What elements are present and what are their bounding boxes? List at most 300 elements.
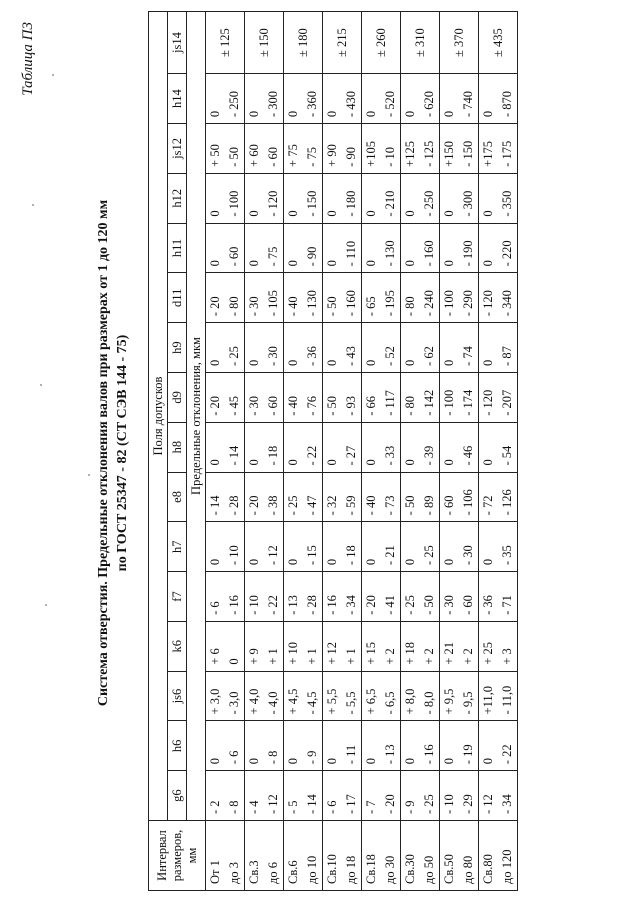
- upper-deviation: - 60: [442, 495, 456, 516]
- lower-deviation: - 125: [422, 140, 436, 167]
- deviation-cell: [206, 273, 245, 323]
- lower-deviation: - 180: [344, 190, 358, 217]
- upper-deviation: 0: [442, 757, 456, 765]
- upper-deviation: + 6,5: [364, 688, 378, 715]
- upper-deviation: 0: [325, 110, 339, 118]
- lower-deviation: - 73: [383, 495, 397, 516]
- deviation-cell: [362, 173, 401, 223]
- deviation-cell: [401, 323, 440, 373]
- deviation-cell: [245, 124, 284, 174]
- upper-deviation: - 72: [481, 495, 495, 516]
- js14-cell: ± 125: [206, 12, 245, 74]
- lower-deviation: - 430: [344, 91, 358, 118]
- deviation-cell: [479, 372, 518, 422]
- interval-to: до 30: [383, 855, 397, 884]
- upper-deviation: + 10: [286, 641, 300, 665]
- upper-deviation: - 20: [208, 296, 222, 317]
- upper-deviation: 0: [325, 757, 339, 765]
- upper-deviation: 0: [325, 558, 339, 566]
- upper-deviation: + 21: [442, 641, 456, 665]
- upper-deviation: + 6: [208, 648, 222, 665]
- lower-deviation: - 80: [227, 296, 241, 317]
- deviation-cell: [401, 273, 440, 323]
- lower-deviation: - 105: [266, 290, 280, 317]
- deviation-cell: [362, 721, 401, 771]
- upper-deviation: - 10: [442, 794, 456, 814]
- lower-deviation: - 5,5: [344, 691, 358, 715]
- upper-deviation: + 5,5: [325, 688, 339, 715]
- lower-deviation: - 210: [383, 190, 397, 217]
- lower-deviation: - 220: [500, 240, 514, 267]
- deviation-cell: [206, 621, 245, 671]
- deviation-cell: [401, 771, 440, 821]
- deviation-cell: [440, 223, 479, 273]
- deviation-cell: [323, 472, 362, 522]
- column-header-h12: h12: [168, 173, 187, 223]
- lower-deviation: - 14: [227, 445, 241, 466]
- lower-deviation: - 43: [344, 346, 358, 366]
- size-interval-cell: [245, 821, 284, 891]
- upper-deviation: - 9: [403, 800, 417, 814]
- upper-deviation: 0: [403, 757, 417, 765]
- upper-deviation: 0: [286, 558, 300, 566]
- deviation-cell: [401, 472, 440, 522]
- deviation-cell: [206, 372, 245, 422]
- deviation-cell: [440, 124, 479, 174]
- upper-deviation: 0: [208, 558, 222, 566]
- upper-deviation: 0: [364, 210, 378, 217]
- deviation-cell: [440, 572, 479, 622]
- deviation-cell: [284, 671, 323, 721]
- lower-deviation: - 12: [266, 794, 280, 814]
- lower-deviation: - 41: [383, 595, 397, 615]
- column-header-h8: h8: [168, 422, 187, 472]
- upper-deviation: 0: [208, 359, 222, 366]
- deviation-cell: [206, 323, 245, 373]
- deviation-cell: [323, 372, 362, 422]
- lower-deviation: - 13: [383, 744, 397, 765]
- lower-deviation: - 106: [461, 489, 475, 516]
- lower-deviation: - 22: [500, 744, 514, 765]
- deviation-cell: [479, 422, 518, 472]
- deviation-cell: [206, 572, 245, 622]
- lower-deviation: - 175: [500, 140, 514, 167]
- lower-deviation: - 130: [383, 240, 397, 267]
- js14-cell: ± 260: [362, 12, 401, 74]
- lower-deviation: - 89: [422, 495, 436, 516]
- scan-speck: [88, 474, 90, 476]
- lower-deviation: - 28: [227, 495, 241, 516]
- upper-deviation: +125: [403, 141, 417, 167]
- lower-deviation: + 1: [344, 648, 358, 665]
- deviation-cell: [479, 124, 518, 174]
- lower-deviation: - 18: [266, 445, 280, 466]
- deviation-cell: [479, 472, 518, 522]
- size-interval-cell: [362, 821, 401, 891]
- upper-deviation: + 12: [325, 641, 339, 665]
- interval-to: до 120: [500, 849, 514, 884]
- deviation-cell: [323, 173, 362, 223]
- deviation-cell: [362, 372, 401, 422]
- column-header-js14: js14: [168, 12, 187, 74]
- deviation-cell: [206, 522, 245, 572]
- upper-deviation: - 25: [403, 595, 417, 615]
- deviation-cell: [284, 621, 323, 671]
- lower-deviation: - 90: [305, 246, 319, 267]
- lower-deviation: - 14: [305, 794, 319, 814]
- table-row: [479, 12, 518, 891]
- upper-deviation: 0: [208, 757, 222, 765]
- upper-deviation: + 60: [247, 144, 261, 167]
- deviation-cell: [323, 323, 362, 373]
- interval-to: до 3: [227, 862, 241, 884]
- deviation-cell: [206, 223, 245, 273]
- upper-deviation: 0: [442, 210, 456, 217]
- deviation-cell: [206, 422, 245, 472]
- size-interval-cell: [206, 821, 245, 891]
- page-title: Система отверстия. Предельные отклонения валов при размерах от 1 до 120 мм: [96, 199, 111, 707]
- deviation-cell: [401, 572, 440, 622]
- deviation-cell: [245, 572, 284, 622]
- deviation-cell: [206, 721, 245, 771]
- upper-deviation: 0: [403, 459, 417, 466]
- lower-deviation: - 10: [227, 545, 241, 566]
- deviation-cell: [479, 74, 518, 124]
- lower-deviation: - 75: [305, 147, 319, 167]
- size-interval-cell: [401, 821, 440, 891]
- upper-deviation: - 12: [481, 794, 495, 814]
- upper-deviation: 0: [364, 260, 378, 267]
- lower-deviation: - 740: [461, 91, 475, 118]
- upper-deviation: 0: [286, 359, 300, 366]
- deviation-cell: [440, 621, 479, 671]
- upper-deviation: 0: [208, 110, 222, 118]
- table-row: [440, 12, 479, 891]
- deviation-cell: [401, 422, 440, 472]
- upper-deviation: 0: [286, 757, 300, 765]
- deviation-cell: [479, 621, 518, 671]
- upper-deviation: 0: [481, 459, 495, 466]
- lower-deviation: - 160: [422, 240, 436, 267]
- upper-deviation: - 20: [208, 395, 222, 416]
- deviation-cell: [401, 223, 440, 273]
- upper-deviation: - 100: [442, 389, 456, 416]
- table-row: [362, 12, 401, 891]
- lower-deviation: + 3: [500, 648, 514, 665]
- deviation-cell: [362, 771, 401, 821]
- upper-deviation: - 80: [403, 296, 417, 317]
- page-subtitle: по ГОСТ 25347 - 82 (СТ СЭВ 144 - 75): [115, 334, 130, 572]
- deviation-cell: [284, 323, 323, 373]
- interval-from: Св.6: [286, 860, 300, 884]
- deviation-cell: [245, 323, 284, 373]
- column-header-g6: g6: [168, 771, 187, 821]
- upper-deviation: - 20: [247, 495, 261, 516]
- deviation-cell: [362, 671, 401, 721]
- upper-deviation: 0: [442, 110, 456, 118]
- upper-deviation: - 50: [325, 296, 339, 317]
- lower-deviation: - 10: [383, 147, 397, 167]
- lower-deviation: - 74: [461, 346, 475, 366]
- lower-deviation: - 35: [500, 545, 514, 566]
- deviation-cell: [479, 522, 518, 572]
- table-row: [206, 12, 245, 891]
- lower-deviation: - 11,0: [500, 685, 514, 715]
- scan-speck: [40, 384, 42, 386]
- upper-deviation: 0: [208, 210, 222, 217]
- lower-deviation: - 50: [227, 147, 241, 167]
- deviation-cell: [362, 522, 401, 572]
- lower-deviation: - 9,5: [461, 691, 475, 715]
- table-row: [284, 12, 323, 891]
- deviation-cell: [284, 522, 323, 572]
- upper-deviation: +11,0: [481, 685, 495, 715]
- deviation-cell: [245, 472, 284, 522]
- lower-deviation: - 16: [422, 744, 436, 765]
- lower-deviation: - 8: [266, 750, 280, 765]
- column-header-js12: js12: [168, 124, 187, 174]
- js14-cell: ± 310: [401, 12, 440, 74]
- column-header-h7: h7: [168, 522, 187, 572]
- lower-deviation: - 18: [344, 545, 358, 566]
- deviation-cell: [206, 173, 245, 223]
- upper-deviation: 0: [481, 210, 495, 217]
- table-number: Таблица П3: [20, 22, 36, 96]
- lower-deviation: - 240: [422, 290, 436, 317]
- deviation-cell: [206, 671, 245, 721]
- upper-deviation: - 10: [247, 595, 261, 615]
- deviation-cell: [284, 223, 323, 273]
- lower-deviation: - 12: [266, 545, 280, 566]
- upper-deviation: - 40: [364, 495, 378, 516]
- deviation-cell: [362, 223, 401, 273]
- deviation-cell: [362, 621, 401, 671]
- js14-cell: ± 215: [323, 12, 362, 74]
- deviation-cell: [323, 522, 362, 572]
- lower-deviation: 0: [227, 658, 241, 665]
- lower-deviation: - 190: [461, 240, 475, 267]
- upper-deviation: 0: [481, 110, 495, 118]
- lower-deviation: - 6,5: [383, 691, 397, 715]
- upper-deviation: +175: [481, 141, 495, 167]
- deviation-cell: [362, 422, 401, 472]
- deviation-cell: [323, 671, 362, 721]
- upper-deviation: 0: [325, 260, 339, 267]
- upper-deviation: 0: [442, 558, 456, 566]
- deviation-cell: [284, 173, 323, 223]
- lower-deviation: - 28: [305, 595, 319, 615]
- scan-speck: [32, 204, 34, 206]
- lower-deviation: - 39: [422, 445, 436, 466]
- lower-deviation: - 62: [422, 346, 436, 366]
- deviation-cell: [245, 173, 284, 223]
- upper-deviation: + 8,0: [403, 688, 417, 715]
- column-header-h9: h9: [168, 323, 187, 373]
- upper-deviation: - 80: [403, 395, 417, 416]
- upper-deviation: - 6: [208, 601, 222, 615]
- column-header-k6: k6: [168, 621, 187, 671]
- interval-from: Св.30: [403, 854, 417, 884]
- upper-deviation: 0: [364, 558, 378, 566]
- lower-deviation: - 117: [383, 390, 397, 416]
- deviation-cell: [440, 472, 479, 522]
- deviation-cell: [362, 323, 401, 373]
- upper-deviation: + 75: [286, 144, 300, 167]
- lower-deviation: - 60: [227, 246, 241, 267]
- upper-deviation: 0: [364, 757, 378, 765]
- column-header-e8: e8: [168, 472, 187, 522]
- deviations-header: Предельные отклонения, мкм: [187, 12, 206, 821]
- upper-deviation: 0: [286, 210, 300, 217]
- upper-deviation: - 50: [325, 395, 339, 416]
- deviation-cell: [440, 173, 479, 223]
- lower-deviation: - 25: [422, 545, 436, 566]
- lower-deviation: - 71: [500, 595, 514, 615]
- lower-deviation: - 130: [305, 290, 319, 317]
- upper-deviation: 0: [481, 757, 495, 765]
- deviation-cell: [401, 721, 440, 771]
- upper-deviation: - 25: [286, 495, 300, 516]
- scan-speck: [52, 74, 54, 76]
- lower-deviation: - 17: [344, 794, 358, 814]
- upper-deviation: - 30: [247, 395, 261, 416]
- upper-deviation: 0: [403, 260, 417, 267]
- deviation-cell: [323, 422, 362, 472]
- deviation-cell: [401, 621, 440, 671]
- upper-deviation: 0: [247, 359, 261, 366]
- upper-deviation: 0: [403, 558, 417, 566]
- upper-deviation: 0: [325, 459, 339, 466]
- lower-deviation: - 21: [383, 545, 397, 566]
- upper-deviation: 0: [247, 110, 261, 118]
- lower-deviation: - 36: [305, 346, 319, 366]
- upper-deviation: 0: [247, 558, 261, 566]
- deviation-cell: [323, 721, 362, 771]
- lower-deviation: - 126: [500, 489, 514, 516]
- table-row: [401, 12, 440, 891]
- table-row: [323, 12, 362, 891]
- upper-deviation: - 16: [325, 595, 339, 615]
- interval-from: Св.3: [247, 860, 261, 884]
- deviation-cell: [323, 273, 362, 323]
- lower-deviation: - 87: [500, 346, 514, 366]
- js14-cell: ± 180: [284, 12, 323, 74]
- upper-deviation: 0: [325, 210, 339, 217]
- deviation-cell: [284, 771, 323, 821]
- upper-deviation: - 30: [442, 595, 456, 615]
- lower-deviation: - 8,0: [422, 691, 436, 715]
- deviation-cell: [401, 372, 440, 422]
- lower-deviation: - 30: [266, 346, 280, 366]
- upper-deviation: - 66: [364, 395, 378, 416]
- upper-deviation: 0: [247, 210, 261, 217]
- deviation-cell: [206, 74, 245, 124]
- deviation-cell: [245, 422, 284, 472]
- lower-deviation: - 54: [500, 445, 514, 466]
- interval-to: до 50: [422, 855, 436, 884]
- upper-deviation: - 36: [481, 595, 495, 615]
- deviation-cell: [479, 173, 518, 223]
- lower-deviation: - 38: [266, 495, 280, 516]
- upper-deviation: 0: [208, 260, 222, 267]
- lower-deviation: - 150: [305, 190, 319, 217]
- lower-deviation: - 150: [461, 140, 475, 167]
- upper-deviation: - 20: [364, 595, 378, 615]
- lower-deviation: - 76: [305, 395, 319, 416]
- deviation-cell: [401, 173, 440, 223]
- lower-deviation: - 45: [227, 395, 241, 416]
- deviation-cell: [440, 522, 479, 572]
- upper-deviation: 0: [364, 359, 378, 366]
- tolerance-table: [148, 11, 518, 891]
- upper-deviation: - 2: [208, 800, 222, 814]
- lower-deviation: - 290: [461, 290, 475, 317]
- column-header-js6: js6: [168, 671, 187, 721]
- upper-deviation: - 100: [442, 290, 456, 317]
- lower-deviation: - 350: [500, 190, 514, 217]
- deviation-cell: [284, 472, 323, 522]
- upper-deviation: 0: [403, 210, 417, 217]
- upper-deviation: 0: [403, 110, 417, 118]
- lower-deviation: - 520: [383, 91, 397, 118]
- upper-deviation: 0: [481, 558, 495, 566]
- upper-deviation: + 50: [208, 144, 222, 167]
- size-interval-cell: [323, 821, 362, 891]
- deviation-cell: [284, 721, 323, 771]
- upper-deviation: + 4,5: [286, 688, 300, 715]
- upper-deviation: 0: [442, 459, 456, 466]
- deviation-cell: [284, 74, 323, 124]
- upper-deviation: 0: [208, 459, 222, 466]
- column-header-h14: h14: [168, 74, 187, 124]
- deviation-cell: [245, 372, 284, 422]
- deviation-cell: [323, 771, 362, 821]
- lower-deviation: - 30: [461, 545, 475, 566]
- lower-deviation: - 60: [266, 147, 280, 167]
- interval-from: Св.10: [325, 854, 339, 884]
- js14-cell: ± 150: [245, 12, 284, 74]
- upper-deviation: - 4: [247, 800, 261, 814]
- upper-deviation: - 7: [364, 800, 378, 814]
- upper-deviation: 0: [325, 359, 339, 366]
- deviation-cell: [362, 124, 401, 174]
- fields-header: Поля допусков: [149, 12, 168, 821]
- lower-deviation: - 4,5: [305, 691, 319, 715]
- upper-deviation: - 14: [208, 495, 222, 516]
- upper-deviation: 0: [442, 359, 456, 366]
- js14-cell: ± 435: [479, 12, 518, 74]
- upper-deviation: 0: [286, 459, 300, 466]
- upper-deviation: - 5: [286, 800, 300, 814]
- lower-deviation: - 25: [227, 346, 241, 366]
- deviation-cell: [284, 372, 323, 422]
- deviation-cell: [362, 472, 401, 522]
- deviation-cell: [323, 223, 362, 273]
- deviation-cell: [323, 572, 362, 622]
- deviation-cell: [479, 721, 518, 771]
- upper-deviation: - 13: [286, 595, 300, 615]
- lower-deviation: - 160: [344, 290, 358, 317]
- interval-to: до 18: [344, 855, 358, 884]
- lower-deviation: - 34: [500, 794, 514, 814]
- lower-deviation: - 90: [344, 147, 358, 167]
- upper-deviation: + 4,0: [247, 688, 261, 715]
- deviation-cell: [206, 124, 245, 174]
- lower-deviation: - 100: [227, 190, 241, 217]
- lower-deviation: - 93: [344, 395, 358, 416]
- deviation-cell: [245, 273, 284, 323]
- lower-deviation: + 1: [266, 648, 280, 665]
